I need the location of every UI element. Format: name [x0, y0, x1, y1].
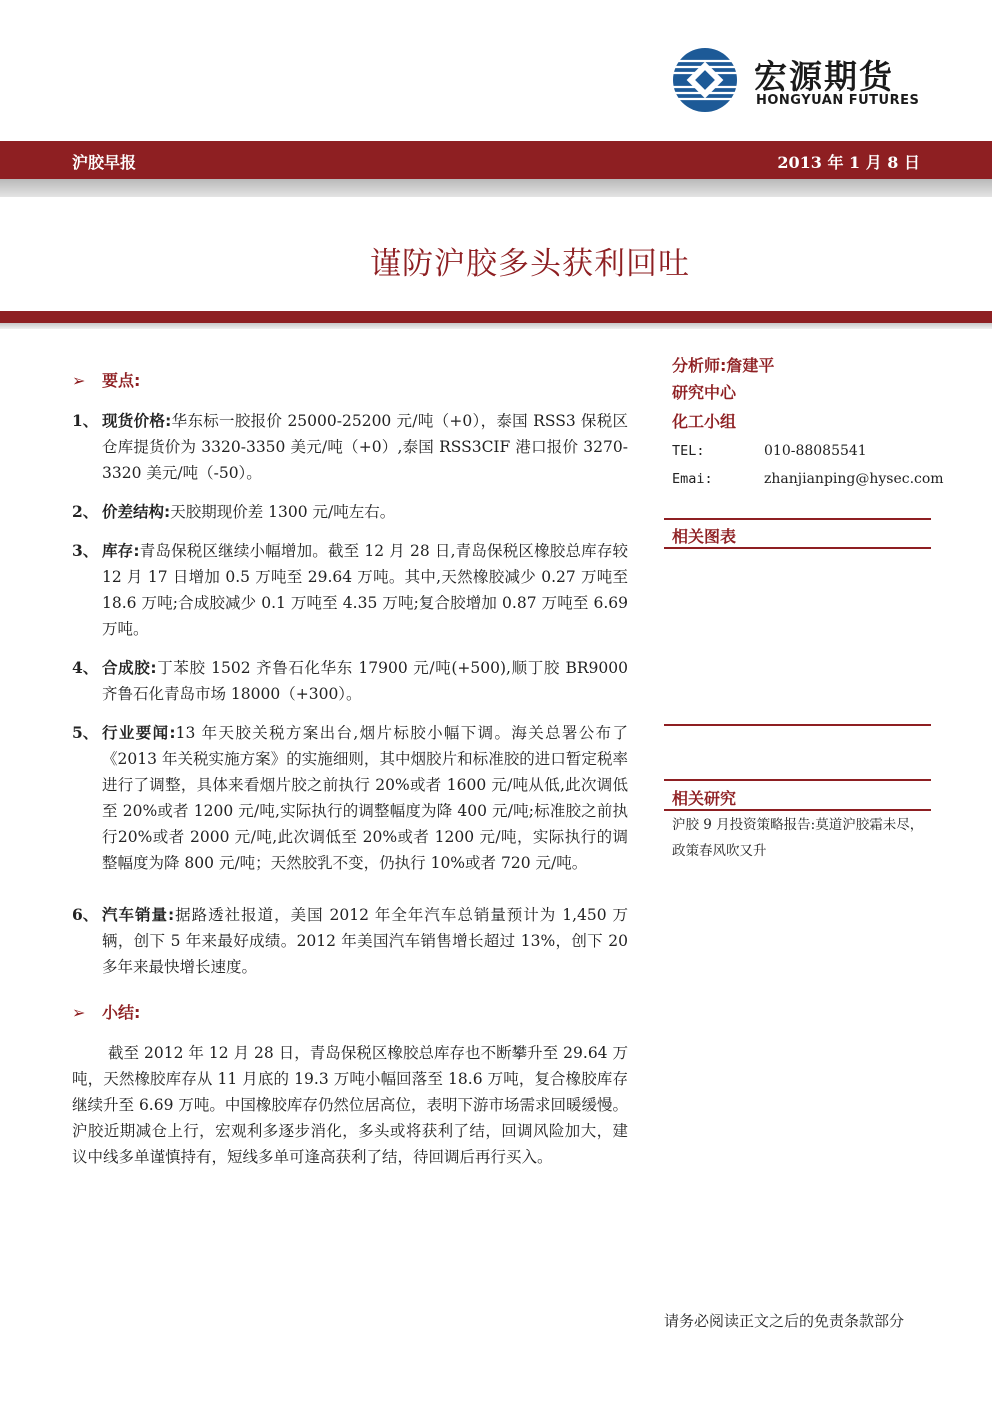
divider — [664, 547, 931, 549]
company-logo — [672, 47, 922, 117]
header-shadow — [0, 179, 992, 197]
divider — [664, 809, 931, 811]
divider — [664, 518, 931, 520]
list-item: 6、 汽车销量:据路透社报道，美国 2012 年全年汽车总销量预计为 1,450 万辆，创下 5 年来最好成绩。2012 年美国汽车销售增长超过 13%，创下 20 多年来最快增长速度。 — [72, 905, 628, 976]
summary-heading: ➢ 小结: — [72, 1003, 141, 1022]
tel-value: 010-88085541 — [764, 443, 867, 459]
analyst-name: 分析师:詹建平 — [672, 356, 775, 375]
title-rule — [0, 311, 992, 323]
related-research-item[interactable]: 沪胶 9 月投资策略报告:莫道沪胶霜未尽，政策春风吹又升 — [672, 817, 924, 859]
arrow-bullet-icon: ➢ — [72, 371, 86, 390]
related-research-heading: 相关研究 — [672, 789, 737, 808]
arrow-bullet-icon: ➢ — [72, 1003, 86, 1022]
tel-row: TEL: 010-88085541 — [672, 443, 867, 459]
list-item: 1、 现货价格:华东标一胶报价 25000-25200 元/吨（+0），泰国 RSS3 保税区仓库提货价为 3320-3350 美元/吨（+0）,泰国 RSS3CIF 港口报价 3270-3320 美元/吨（-50）。 — [72, 411, 628, 482]
analyst-dept: 研究中心 — [672, 383, 737, 402]
analyst-info — [672, 352, 944, 493]
list-item: 5、 行业要闻:13 年天胶关税方案出台,烟片标胶小幅下调。海关总署公布了《2013 年关税实施方案》的实施细则，其中烟胶片和标准胶的进口暂定税率进行了调整，具体来看烟片胶之前执行 20%或者 1600 元/吨从低,此次调低至 20%或者 1200 元/吨,实际执行的调整幅度为降 400 元/吨;标准胶之前执行20%或者 2000 元/吨,此次调低至 20%或者 1200 元/吨，实际执行的调整幅度为降 800 元/吨；天然胶乳不变，仍执行 10%或者 720 元/吨。 — [72, 723, 628, 872]
list-item: 3、 库存:青岛保税区继续小幅增加。截至 12 月 28 日,青岛保税区橡胶总库存较 12 月 17 日增加 0.5 万吨至 29.64 万吨。其中,天然橡胶减少 0.27 万吨至 18.6 万吨;合成胶减少 0.1 万吨至 4.35 万吨;复合胶增加 0.87 万吨至 6.69 万吨。 — [72, 541, 628, 638]
report-type: 沪胶早报 — [72, 153, 137, 172]
key-points-heading: ➢ 要点: — [72, 371, 141, 390]
hongyuan-logo-icon — [672, 47, 738, 113]
header-band — [0, 141, 992, 179]
list-item: 2、 价差结构:天胶期现价差 1300 元/吨左右。 — [72, 502, 396, 521]
analyst-group: 化工小组 — [672, 412, 737, 431]
summary-text: 截至 2012 年 12 月 28 日，青岛保税区橡胶总库存也不断攀升至 29.64 万吨，天然橡胶库存从 11 月底的 19.3 万吨小幅回落至 18.6 万吨，复合橡胶库存继续升至 6.69 万吨。中国橡胶库存仍然位居高位，表明下游市场需求回暖缓慢。沪胶近期减仓上行，宏观利多逐步消化，多头或将获利了结，回调风险加大，建议中线多单谨慎持有，短线多单可逢高获利了结，待回调后再行买入。 — [72, 1044, 628, 1166]
title-rule-shadow — [0, 323, 992, 329]
report-date: 2013 年 1 月 8 日 — [777, 153, 920, 172]
divider — [664, 779, 931, 781]
divider — [664, 724, 931, 726]
email-row: Emai: zhanjianping@hysec.com — [672, 471, 944, 487]
report-title: 谨防沪胶多头获利回吐 — [370, 246, 690, 282]
disclaimer-note: 请务必阅读正文之后的免责条款部分 — [663, 1312, 904, 1330]
list-item: 4、 合成胶:丁苯胶 1502 齐鲁石化华东 17900 元/吨(+500),顺丁胶 BR9000 齐鲁石化青岛市场 18000（+300）。 — [72, 658, 628, 703]
logo-name-en: HONGYUAN FUTURES — [756, 93, 920, 108]
email-link[interactable]: zhanjianping@hysec.com — [764, 471, 944, 487]
related-charts-heading: 相关图表 — [672, 527, 737, 546]
logo-name-cn: 宏源期货 — [754, 57, 894, 96]
